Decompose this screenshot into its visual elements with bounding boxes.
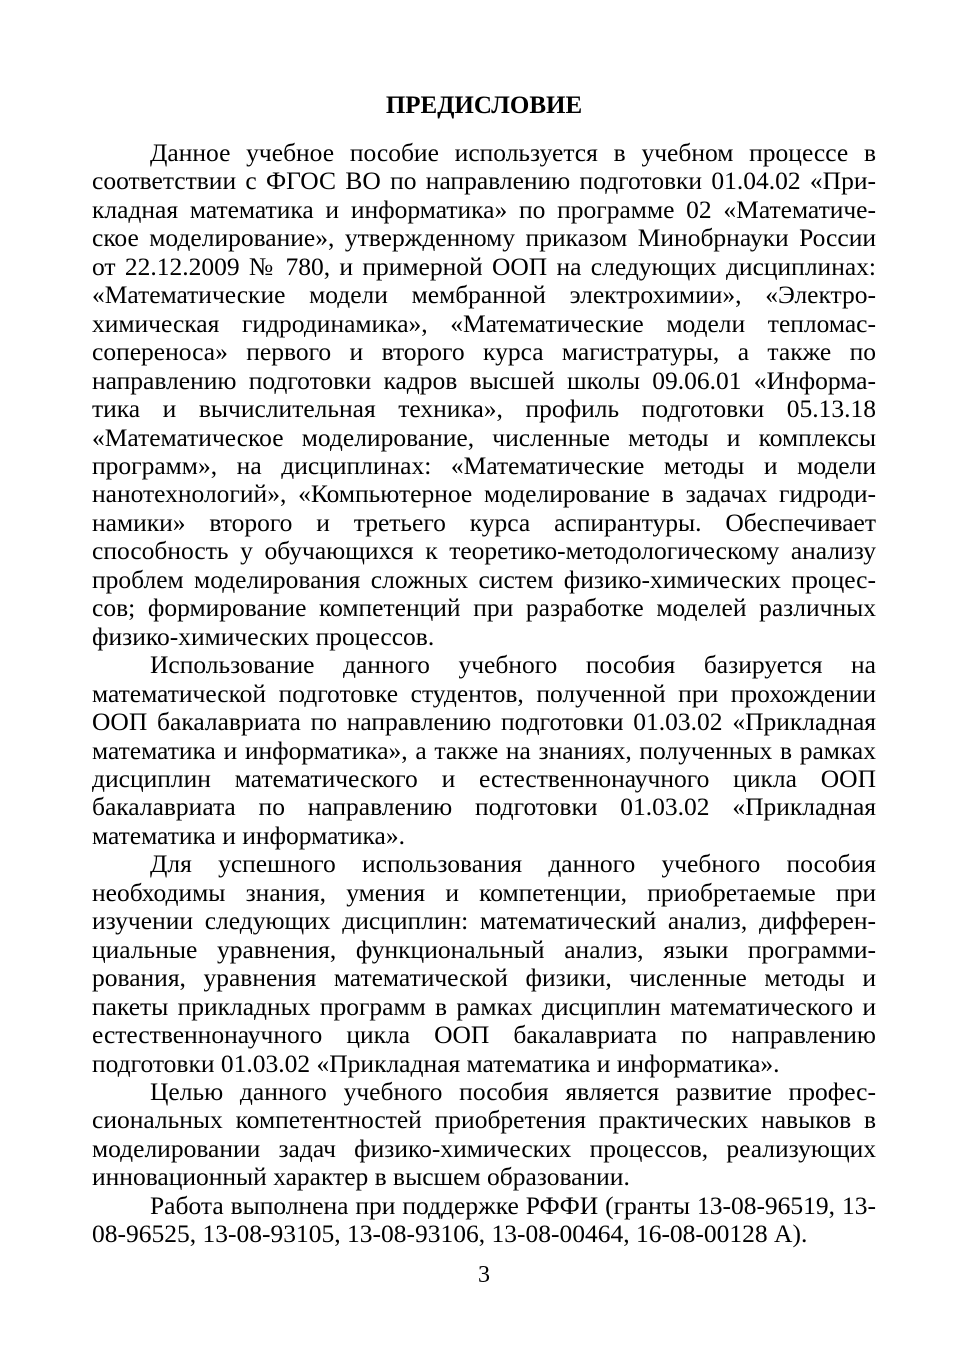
paragraph-goal: Целью данного учебного пособия является развитие профессиональных компетентностей приобретения практических навыков в моделировании задач физико-химических процессов, реализующих инновационный характер в высшем образовании. (92, 1076, 876, 1192)
preface-body (92, 139, 876, 1249)
paragraph-purpose: Данное учебное пособие используется в учебном процессе в соответствии с ФГОС ВО по направлению подготовки 01.04.02 «Прикладная математика и информатика» по программе 02 «Математическое моделирование», утвержденному приказом Минобрнауки России от 22.12.2009 № 780, и примерной ООП на следующих дисциплинах: «Математические модели мембранной электрохимии», «Электрохимическая гидродинамика», «Математические модели тепломассопереноса» первого и второго курса магистратуры, а также по направлению подготовки кадров высшей школы 09.06.01 «Информатика и вычислительная техника», профиль подготовки 05.13.18 «Математическое моделирование, численные методы и комплексы программ», на дисциплинах: «Математические методы и модели нанотехнологий», «Компьютерное моделирование в задачах гидродинамики» второго и третьего курса аспирантуры. Обеспечивает способность у обучающихся к теоретико-методологическому анализу проблем моделирования сложных систем физико-химических процессов; формирование компетенций при разработке моделей различных физико-химических процессов. (92, 138, 876, 651)
paragraph-required-knowledge: Для успешного использования данного учебного пособия необходимы знания, умения и компетенции, приобретаемые при изучении следующих дисциплин: математический анализ, дифференциальные уравнения, функциональный анализ, языки программирования, уравнения математической физики, численные методы и пакеты прикладных программ в рамках дисциплин математического и естественнонаучного цикла ООП бакалавриата по направлению подготовки 01.03.02 «Прикладная математика и информатика». (92, 849, 876, 1078)
paragraph-prerequisites-basis: Использование данного учебного пособия базируется на математической подготовке студентов, полученной при прохождении ООП бакалавриата по направлению подготовки 01.03.02 «Прикладная математика и информатика», а также на знаниях, полученных в рамках дисциплин математического и естественнонаучного цикла ООП бакалавриата по направлению подготовки 01.03.02 «Прикладная математика и информатика». (92, 650, 876, 850)
page-number: 3 (478, 1262, 490, 1288)
paragraph-funding: Работа выполнена при поддержке РФФИ (гранты 13-08-96519, 13-08-96525, 13-08-93105, 13-08-93106, 13-08-00464, 16-08-00128 А). (92, 1190, 876, 1249)
page-title: ПРЕДИСЛОВИЕ (385, 92, 583, 119)
